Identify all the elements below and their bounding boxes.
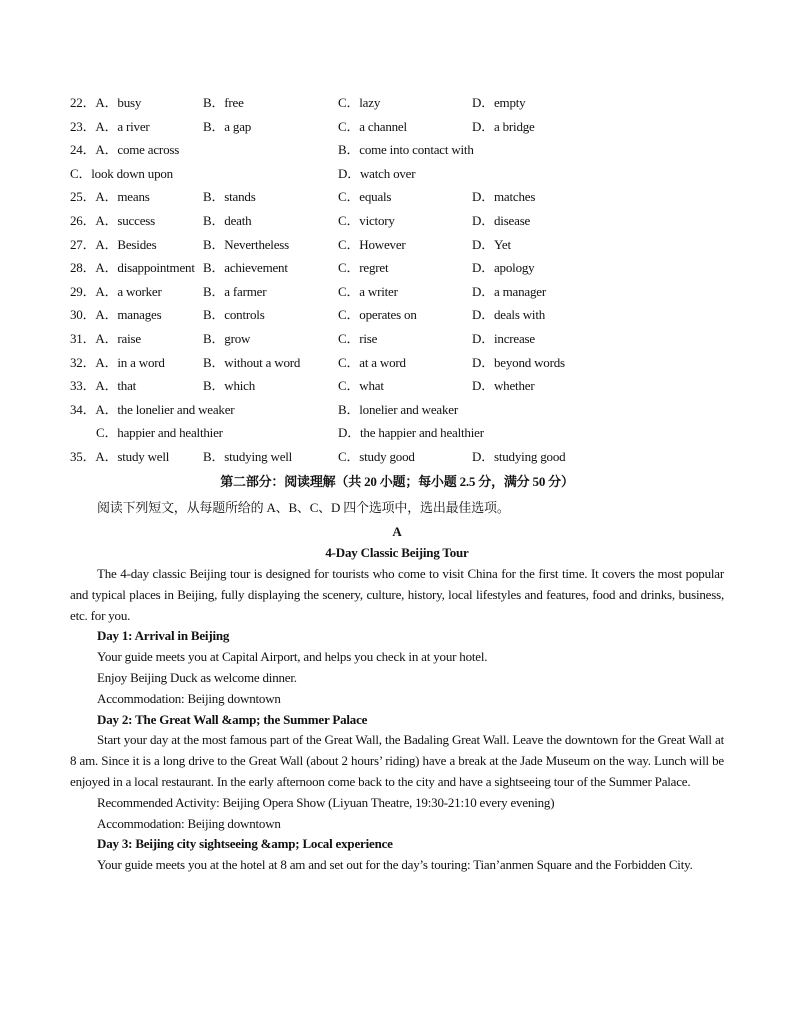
question-row (70, 185, 730, 209)
option-d: D．apology (472, 260, 535, 276)
option-first: A．busy (95, 95, 142, 110)
question-first-cell (70, 280, 162, 304)
question-first-cell (70, 115, 150, 139)
option-b: B．free (203, 95, 244, 110)
option-first: A．in a word (95, 354, 165, 370)
question-row (70, 421, 730, 445)
question-number: 31． (70, 330, 96, 346)
option-first: A．a worker (95, 283, 162, 299)
question-number: 22． (70, 95, 96, 110)
option-c: C．However (338, 236, 406, 252)
question-first-cell (70, 256, 195, 280)
option-c: C．lazy (338, 95, 381, 110)
question-first-cell (70, 374, 136, 398)
question-number: 35． (70, 448, 96, 464)
question-row (70, 351, 730, 375)
passage-title: 4-Day Classic Beijing Tour (325, 545, 469, 560)
question-number: 33． (70, 378, 96, 394)
day2-activity: Recommended Activity: Beijing Opera Show (Liyuan Theatre, 19:30-21:10 every evening) (97, 794, 555, 810)
option-b: B．which (203, 378, 256, 394)
option-b: B．without a word (203, 354, 301, 370)
question-row (70, 209, 730, 233)
question-number: 25． (70, 189, 96, 205)
option-first: C．look down upon (70, 165, 173, 181)
option-c: C．rise (338, 330, 378, 346)
question-number: 29． (70, 283, 96, 299)
question-number: 23． (70, 118, 96, 134)
multiple-choice-list (70, 91, 730, 469)
option-first: C．happier and healthier (96, 425, 223, 441)
option-d: D．matches (472, 189, 536, 205)
option-d: D．empty (472, 95, 526, 110)
option-first: A．Besides (95, 236, 157, 252)
option-first: A．success (95, 212, 155, 228)
option-d: D．whether (472, 378, 535, 394)
option-b: B．controls (203, 307, 265, 323)
question-first-cell (70, 398, 234, 422)
question-row (70, 162, 730, 186)
question-first-cell (70, 445, 169, 469)
question-row (70, 280, 730, 304)
option-b: B．studying well (203, 448, 293, 464)
option-first: A．a river (95, 118, 150, 134)
question-number: 32． (70, 354, 96, 370)
option-c: D．watch over (338, 165, 416, 181)
option-d: D．deals with (472, 307, 546, 323)
option-c: C．a channel (338, 118, 407, 134)
question-first-cell (70, 162, 173, 186)
passage-body (70, 564, 724, 876)
option-b: B．Nevertheless (203, 236, 290, 252)
question-row (70, 91, 730, 115)
question-row (70, 256, 730, 280)
question-number: 27． (70, 236, 96, 252)
section-instruction: 阅读下列短文，从每题所给的 A、B、C、D 四个选项中，选出最佳选项。 (97, 500, 510, 515)
option-d: D．increase (472, 330, 535, 346)
question-row (70, 445, 730, 469)
option-c: C．a writer (338, 283, 398, 299)
option-d: D．studying good (472, 448, 566, 464)
option-first: A．that (95, 378, 137, 394)
day1-line: Enjoy Beijing Duck as welcome dinner. (97, 669, 297, 685)
option-c: C．equals (338, 189, 392, 205)
option-first: A．disappointment (95, 260, 195, 276)
option-d: D．Yet (472, 236, 511, 252)
day1-accommodation: Accommodation: Beijing downtown (97, 690, 281, 706)
option-b: B．a farmer (203, 283, 267, 299)
question-first-cell (70, 209, 155, 233)
option-c: D．the happier and healthier (338, 425, 484, 441)
question-number: 30． (70, 307, 96, 323)
question-first-cell (70, 233, 156, 257)
option-first: A．manages (95, 307, 162, 323)
question-first-cell (70, 185, 150, 209)
passage-intro: The 4-day classic Beijing tour is designed for tourists who come to visit China for the first time. It covers the most popular and typical places in Beijing, fully displaying the scenery, culture, history, local lifestyles and features, food and drinks, business, etc. for you. (70, 566, 724, 623)
question-row (70, 398, 730, 422)
option-c: C．regret (338, 260, 389, 276)
section-title: 第二部分：阅读理解（共 20 小题；每小题 2.5 分，满分 50 分） (220, 474, 574, 489)
question-first-cell (96, 421, 223, 445)
option-d: D．disease (472, 212, 531, 228)
question-first-cell (70, 327, 141, 351)
question-first-cell (70, 91, 141, 115)
question-first-cell (70, 351, 165, 375)
day1-heading: Day 1: Arrival in Beijing (97, 628, 230, 644)
question-first-cell (70, 138, 179, 162)
passage-letter: A (392, 524, 402, 539)
day3-heading: Day 3: Beijing city sightseeing &amp; Local experience (97, 836, 393, 852)
question-number: 28． (70, 260, 96, 276)
question-row (70, 115, 730, 139)
option-b: B．stands (203, 189, 256, 205)
question-row (70, 327, 730, 351)
question-number: 24． (70, 142, 96, 158)
option-c: B．lonelier and weaker (338, 401, 458, 417)
day2-body: Start your day at the most famous part of the Great Wall, the Badaling Great Wall. Leave the downtown for the Great Wall at 8 am. Since it is a long drive to the Great Wall (about 2 hours’ riding) have a break at the Jade Museum on the way. Lunch will be enjoyed in a local restaurant. In the early afternoon come back to the city and have a sightseeing tour of the Summer Palace. (70, 732, 724, 789)
question-row (70, 303, 730, 327)
option-c: C．operates on (338, 307, 417, 323)
option-c: C．study good (338, 448, 415, 464)
question-number: 26． (70, 212, 96, 228)
option-first: A．means (95, 189, 150, 205)
option-b: B．a gap (203, 118, 252, 134)
question-row (70, 138, 730, 162)
option-c: C．at a word (338, 354, 406, 370)
option-b: B．grow (203, 330, 251, 346)
option-first: A．study well (95, 448, 170, 464)
question-first-cell (70, 303, 161, 327)
day2-heading: Day 2: The Great Wall &amp; the Summer Palace (97, 711, 368, 727)
option-d: D．a bridge (472, 118, 535, 134)
option-b: B．death (203, 212, 252, 228)
option-d: D．a manager (472, 283, 546, 299)
option-b: B．achievement (203, 260, 288, 276)
option-d: D．beyond words (472, 354, 565, 370)
option-first: A．come across (95, 142, 180, 158)
option-c: C．victory (338, 212, 395, 228)
question-row (70, 374, 730, 398)
day2-accommodation: Accommodation: Beijing downtown (97, 815, 281, 831)
day3-body: Your guide meets you at the hotel at 8 am and set out for the day’s touring: Tian’anmen Square and the Forbidden City. (97, 857, 693, 873)
option-c: B．come into contact with (338, 142, 474, 158)
option-c: C．what (338, 378, 384, 394)
question-number: 34． (70, 401, 96, 417)
option-first: A．raise (95, 330, 141, 346)
question-row (70, 233, 730, 257)
day1-line: Your guide meets you at Capital Airport, and helps you check in at your hotel. (97, 649, 488, 665)
option-first: A．the lonelier and weaker (95, 401, 235, 417)
